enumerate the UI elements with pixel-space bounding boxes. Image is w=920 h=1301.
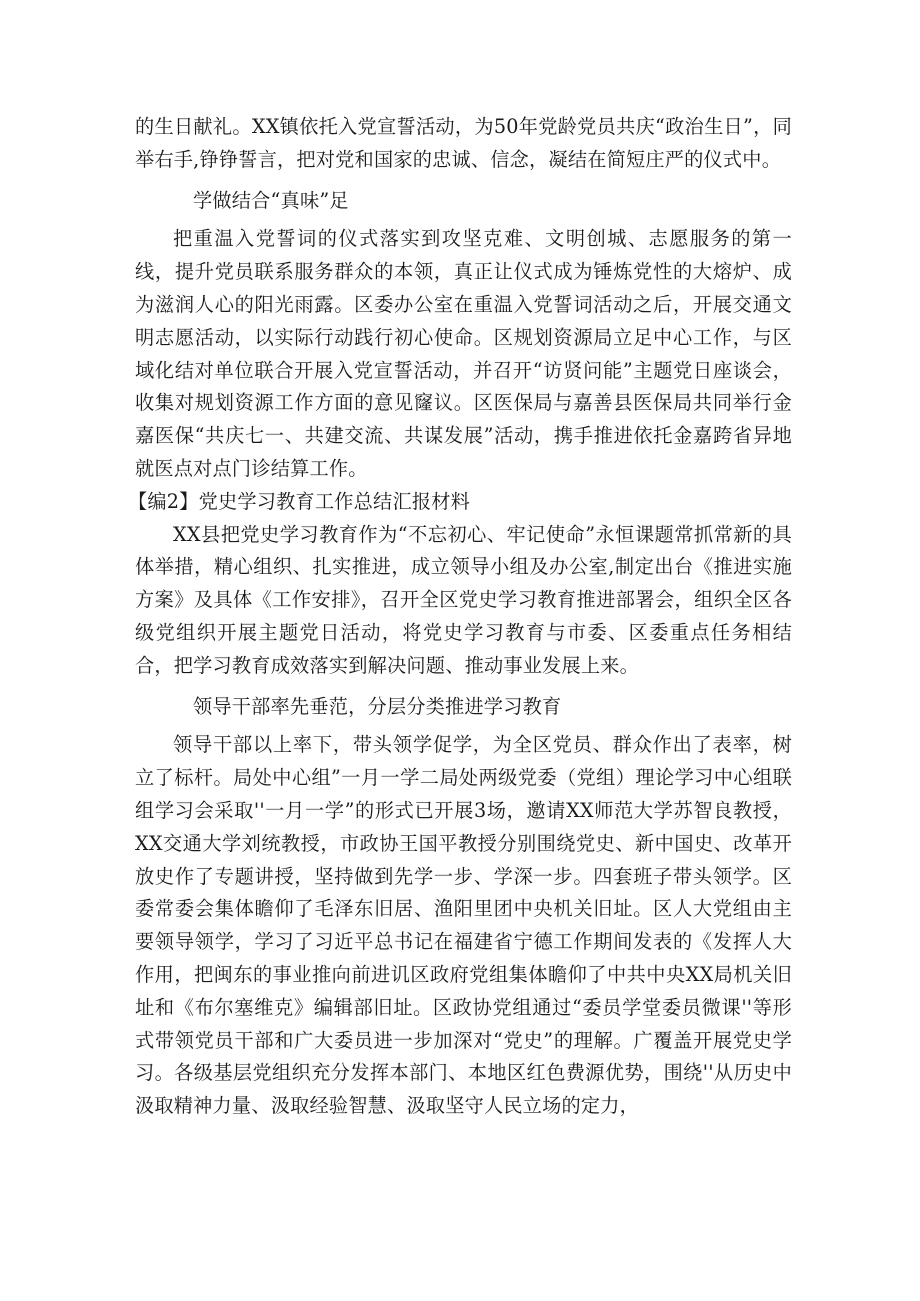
subheading-1: 学做结合“真味”足 bbox=[193, 188, 349, 212]
subheading-2: 领导干部率先垂范，分层分类推进学习教育 bbox=[193, 694, 562, 718]
paragraph-4: 领导干部以上率下，带头领学促学，为全区党员、群众作出了表率，树立了标杆。局处中心组”一月一学二局处两级党委（党组）理论学习中心组联组学习会采取''一月一学”的形式已开展3场，邀请XX师范大学苏智良教授，XX交通大学刘统教授，市政协王国平教授分别围绕党史、新中国史、改革开放史作了专题讲授，坚持做到先学一步、学深一步。四套班子带头领学。区委常委会集体瞻仰了毛泽东旧居、渔阳里团中央机关旧址。区人大党组由主要领导领学，学习了习近平总书记在福建省宁德工作期间发表的《发挥人大作用，把闽东的事业推向前进讥区政府党组集体瞻仰了中共中央XX局机关旧址和《布尔塞维克》编辑部旧址。区政协党组通过“委员学堂委员微课''等形式带领党员干部和广大委员进一步加深对“党史”的理解。广覆盖开展党史学习。各级基层党组织充分发挥本部门、本地区红色费源优势，围绕''从历史中汲取精神力量、汲取经验智慧、汲取坚守人民立场的定力， bbox=[135, 733, 792, 1118]
paragraph-1: 的生日献礼。XX镇依托入党宣誓活动，为50年党龄党员共庆“政治生日”，同举右手,铮铮誓言，把对党和国家的忠诚、信念，凝结在简短庄严的仪式中。 bbox=[135, 115, 792, 171]
section-title: 【编2】党史学习教育工作总结汇报材料 bbox=[128, 489, 470, 513]
document-body bbox=[128, 111, 792, 1123]
paragraph-2: 把重温入党誓词的仪式落实到攻坚克难、文明创城、志愿服务的第一线，提升党员联系服务群众的本领，真正让仪式成为锤炼党性的大熔炉、成为滋润人心的阳光雨露。区委办公室在重温入党誓词活动之后，开展交通文明志愿活动，以实际行动践行初心使命。区规划资源局立足中心工作，与区域化结对单位联合开展入党宣誓活动，并召开“访贤问能”主题党日座谈会，收集对规划资源工作方面的意见窿议。区医保局与嘉善县医保局共同举行金嘉医保“共庆七一、共建交流、共谋发展”活动，携手推进依托金嘉跨省异地就医点对点门诊结算工作。 bbox=[135, 227, 792, 480]
paragraph-3: XX县把党史学习教育作为“不忘初心、牢记使命”永恒课题常抓常新的具体举措，精心组织、扎实推进，成立领导小组及办公室,制定出台《推进实施方案》及具体《工作安排》，召开全区党史学习教育推进部署会，组织全区各级党组织开展主题党日活动，将党史学习教育与市委、区委重点任务相结合，把学习教育成效落实到解决问题、推动事业发展上来。 bbox=[135, 522, 792, 677]
